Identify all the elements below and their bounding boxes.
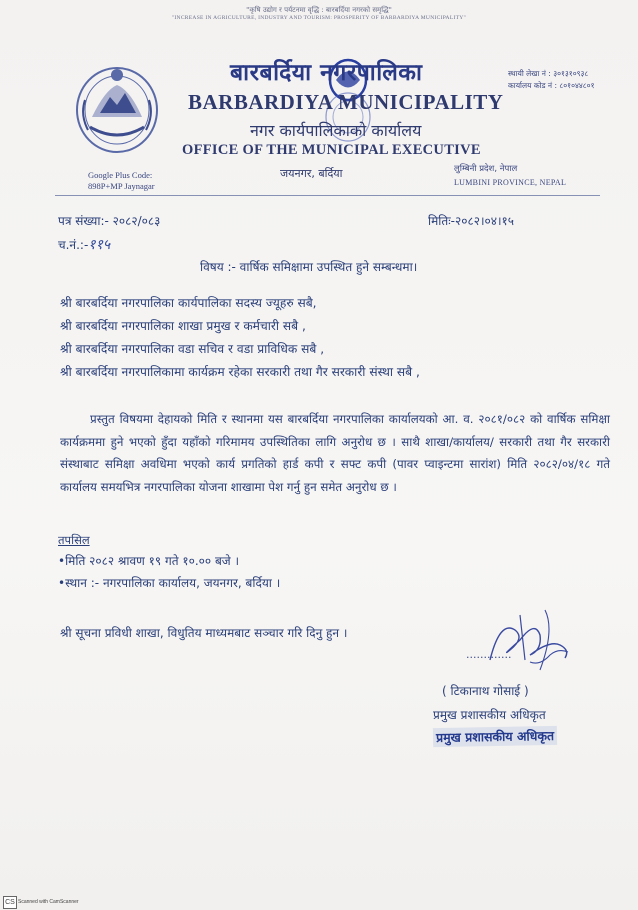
google-plus-code: [88, 170, 155, 192]
perm-account-label: स्थायी लेखा नं: [508, 69, 546, 78]
subtitle-nepali: नगर कार्यपालिकाको कार्यालय: [250, 121, 422, 140]
location-nepali: जयनगर, बर्दिया: [280, 167, 343, 180]
google-plus-label: Google Plus Code:: [88, 170, 153, 180]
google-plus-value: 898P+MP Jaynagar: [88, 181, 155, 191]
handwritten-signature: [470, 600, 580, 680]
province-info: [454, 163, 566, 189]
detail-venue: •स्थान :- नगरपालिका कार्यालय, जयनगर, बर्दिया ।: [58, 576, 281, 590]
dispatch-number: [58, 235, 110, 254]
header-divider: [55, 195, 600, 196]
title-english: BARBARDIYA MUNICIPALITY: [188, 90, 504, 114]
letter-subject: विषय :- वार्षिक समिक्षामा उपस्थित हुने सम्बन्धमा।: [200, 260, 418, 274]
motto-english: "INCREASE IN AGRICULTURE, INDUSTRY AND TOURISM: PROSPERITY OF BARBARDIYA MUNICIPALITY": [171, 15, 467, 21]
recipient-list: [60, 292, 420, 384]
details-heading: तपसिल: [58, 533, 90, 547]
title-nepali: बारबर्दिया नगरपालिका: [230, 60, 423, 86]
details-list: [58, 550, 280, 594]
letter-number: पत्र संख्या:- २०८२/०८३: [58, 214, 161, 228]
camscanner-logo-icon: CS: [3, 896, 17, 909]
office-code-value: : ८०१०४४८०१: [554, 81, 595, 90]
recipient-line: श्री बारबर्दिया नगरपालिका कार्यपालिका सदस्य ज्यूहरु सबै,: [60, 296, 317, 310]
detail-date: •मिति २०८२ श्रावण १९ गते १०.०० बजे ।: [58, 554, 240, 568]
province-english: LUMBINI PROVINCE, NEPAL: [454, 178, 567, 187]
notice-line: श्री सूचना प्रविधी शाखा, विधुतिय माध्यमबाट सञ्चार गरि दिनु हुन ।: [60, 626, 348, 640]
signer-name: ( टिकानाथ गोसाई ): [442, 684, 529, 698]
recipient-line: श्री बारबर्दिया नगरपालिकामा कार्यक्रम रहेका सरकारी तथा गैर सरकारी संस्था सबै ,: [60, 365, 420, 379]
camscanner-caption: Scanned with CamScanner: [18, 899, 79, 905]
signature-dots: .............: [466, 648, 512, 661]
signer-title: प्रमुख प्रशासकीय अधिकृत: [433, 708, 546, 722]
office-code-label: कार्यालय कोड नं: [508, 81, 553, 90]
letter-body: प्रस्तुत विषयमा देहायको मिति र स्थानमा यस बारबर्दिया नगरपालिका कार्यालयको आ. व. २०८१/०८२ को वार्षिक समिक्षा कार्यक्रममा हुने भएको हुँदा यहाँको गरिमामय उपस्थितिका लागि अनुरोध छ । साथै शाखा/कार्यालय/ सरकारी तथा गैर सरकारी संस्थाबाट समिक्षा अवधिमा भएको कार्य प्रगतिको हार्ड कपी र सफ्ट कपी (पावर प्वाइन्टमा सारांश) मिति २०८२/०४/१८ गते कार्यालय समयभित्र नगरपालिका योजना शाखामा पेश गर्नु हुन समेत अनुरोध छ ।: [60, 412, 610, 494]
province-nepali: लुम्बिनी प्रदेश, नेपाल: [454, 164, 518, 174]
office-ids: [508, 68, 594, 92]
dispatch-label: च.नं.:-: [58, 238, 89, 252]
recipient-line: श्री बारबर्दिया नगरपालिका शाखा प्रमुख र कर्मचारी सबै ,: [60, 319, 306, 333]
letter-date: मितिः-२०८२।०४।१५: [428, 214, 515, 228]
signer-title-stamp: प्रमुख प्रशासकीय अधिकृत: [433, 726, 557, 747]
nepal-emblem-icon: [70, 55, 165, 160]
perm-account-value: : ३०१३१०९३८: [548, 69, 589, 78]
motto-nepali: "कृषि उद्योग र पर्यटनमा वृद्धि : बारबर्दिया नगरको समृद्धि": [246, 6, 392, 14]
dispatch-value-handwritten: ११५: [88, 237, 111, 253]
subtitle-english: OFFICE OF THE MUNICIPAL EXECUTIVE: [182, 142, 481, 158]
recipient-line: श्री बारबर्दिया नगरपालिका वडा सचिव र वडा प्राविधिक सबै ,: [60, 342, 325, 356]
